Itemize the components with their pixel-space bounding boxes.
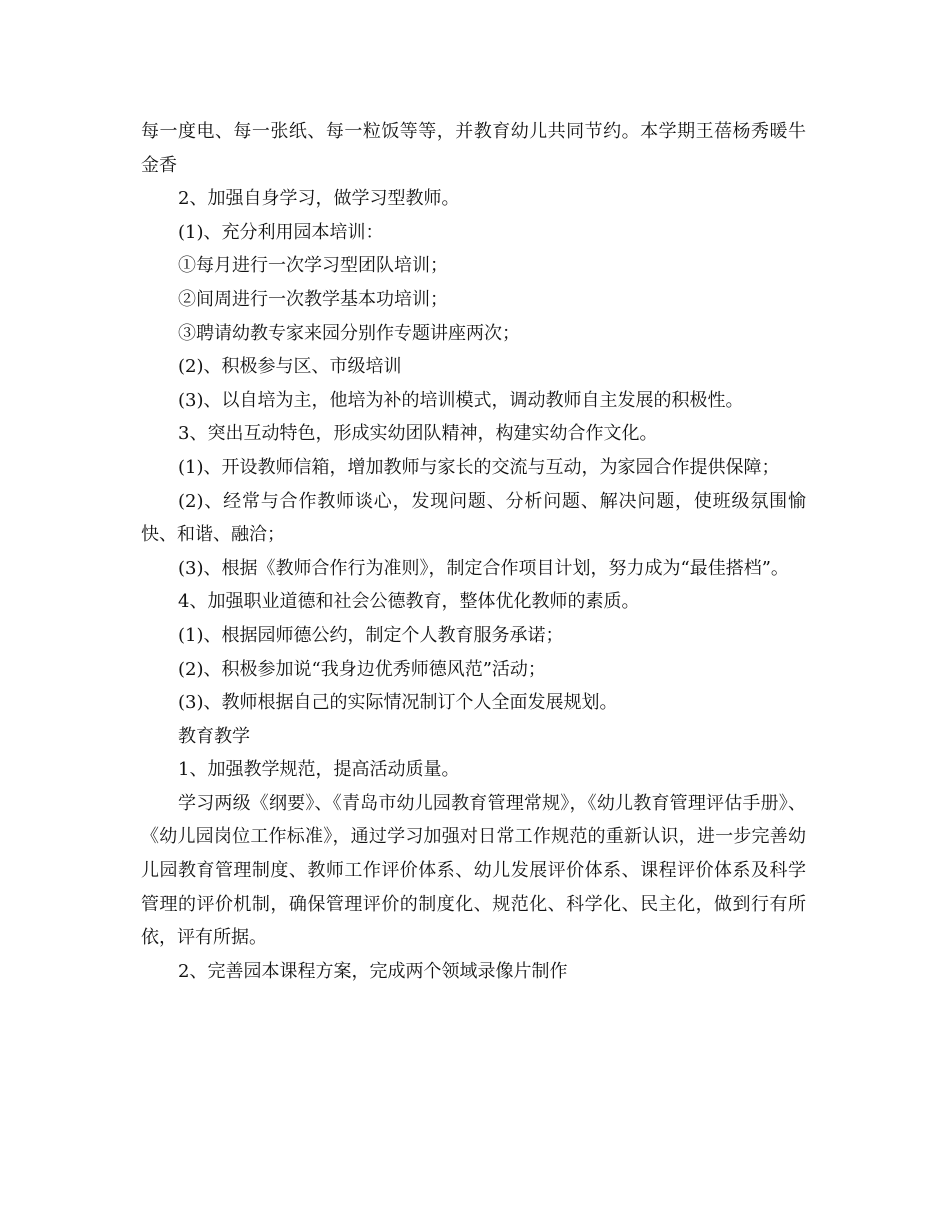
document-body [141,115,806,988]
paragraph-item-4-2: (2)、积极参加说“我身边优秀师德风范”活动； [178,658,546,680]
paragraph-continuation: 每一度电、每一张纸、每一粒饭等等，并教育幼儿共同节约。本学期王蓓杨秀暖牛金香 [141,121,806,176]
paragraph-item-2-1: (1)、充分利用园本培训： [178,221,384,243]
paragraph-item-4-3: (3)、教师根据自己的实际情况制订个人全面发展规划。 [178,692,618,714]
paragraph-heading-4: 4、加强职业道德和社会公德教育，整体优化教师的素质。 [178,591,640,613]
paragraph-heading-2b: 2、完善园本课程方案，完成两个领域录像片制作 [178,960,568,982]
paragraph-subitem-2: ②间周进行一次教学基本功培训； [178,288,448,310]
paragraph-item-2-2: (2)、积极参与区、市级培训 [178,356,402,378]
paragraph-body: 学习两级《纲要》、《青岛市幼儿园教育管理常规》，《幼儿教育管理评估手册》、《幼儿园岗位工作标准》，通过学习加强对日常工作规范的重新认识，进一步完善幼儿园教育管理制度、教师工作评价体系、幼儿发展评价体系、课程评价体系及科学管理的评价机制，确保管理评价的制度化、规范化、科学化、民主化，做到行有所依，评有所据。 [141,792,806,949]
paragraph-item-3-2: (2)、经常与合作教师谈心，发现问题、分析问题、解决问题，使班级氛围愉快、和谐、融洽； [141,490,806,546]
paragraph-heading-3: 3、突出互动特色，形成实幼团队精神，构建实幼合作文化。 [178,423,658,445]
paragraph-item-3-3: (3)、根据《教师合作行为准则》，制定合作项目计划，努力成为“最佳搭档”。 [178,557,789,579]
paragraph-subitem-1: ①每月进行一次学习型团队培训； [178,255,448,277]
paragraph-item-3-1: (1)、开设教师信箱，增加教师与家长的交流与互动，为家园合作提供保障； [178,456,780,478]
paragraph-item-2-3: (3)、以自培为主，他培为补的培训模式，调动教师自主发展的积极性。 [178,389,744,411]
paragraph-item-4-1: (1)、根据园师德公约，制定个人教育服务承诺； [178,624,564,646]
paragraph-subitem-3: ③聘请幼教专家来园分别作专题讲座两次； [178,322,520,344]
paragraph-heading-2: 2、加强自身学习，做学习型教师。 [178,188,460,210]
paragraph-heading-1: 1、加强教学规范，提高活动质量。 [178,759,460,781]
section-title: 教育教学 [178,725,250,747]
